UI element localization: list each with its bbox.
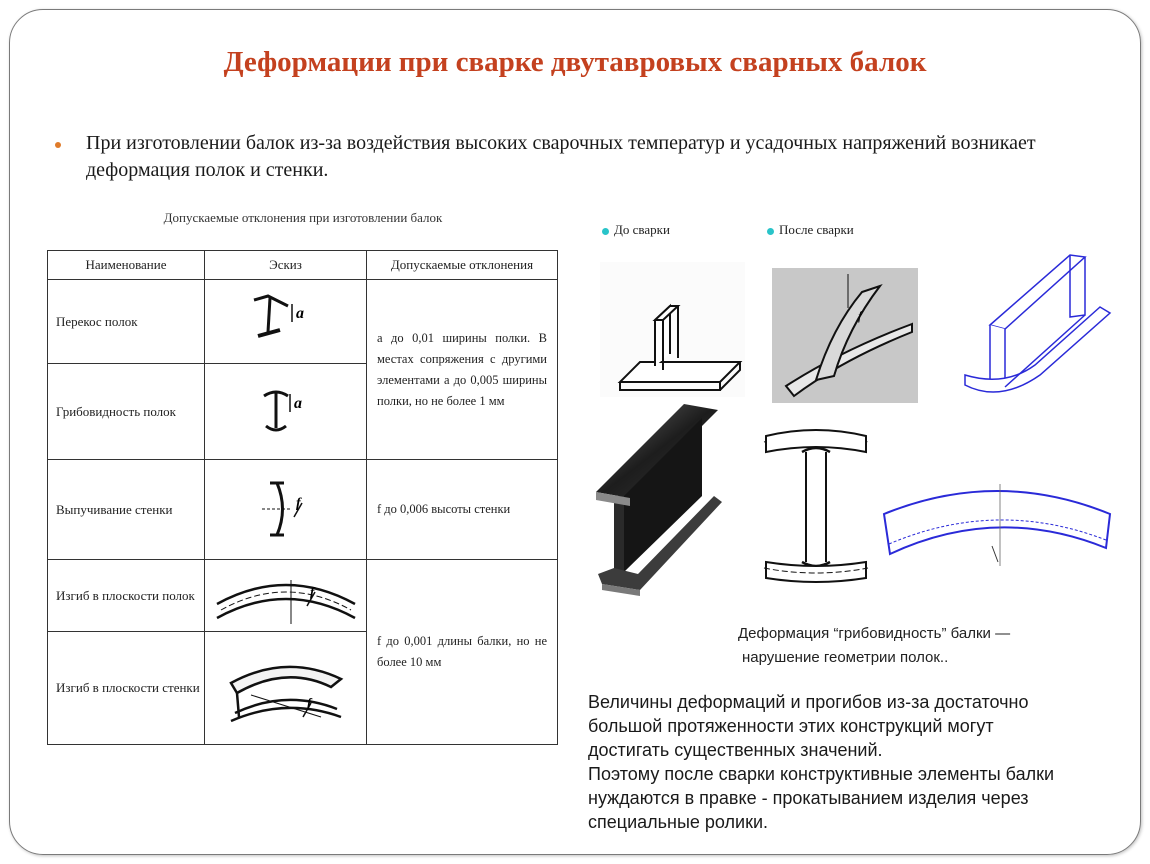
legend-after — [767, 222, 854, 238]
para-line-1: Величины деформаций и прогибов из-за достаточно — [588, 692, 1029, 712]
bent-tee-blue-drawing — [960, 245, 1120, 405]
i-beam-photo — [592, 400, 732, 600]
mushroom-section-drawing — [762, 422, 870, 590]
bullet-text: При изготовлении балок из-за воздействия высоких сварочных температур и усадочных напряжений возникает деформация полок и стенки. — [86, 132, 1036, 181]
figure-caption — [738, 622, 1098, 670]
legend-dot-icon — [602, 228, 609, 235]
caption-line-2: нарушение геометрии полок.. — [742, 649, 949, 666]
table-header-row — [48, 251, 558, 280]
row-name: Перекос полок — [48, 280, 205, 364]
deviation-table — [47, 250, 558, 745]
table-row — [48, 460, 558, 560]
t-joint-after-photo — [772, 268, 918, 403]
table-caption: Допускаемые отклонения при изготовлении балок — [163, 210, 443, 225]
svg-text:a: a — [293, 394, 302, 412]
para-line-6: специальные ролики. — [588, 812, 769, 832]
tolerance-bending: f до 0,001 длины балки, но не более 10 мм — [367, 560, 558, 745]
table-row — [48, 280, 558, 364]
header-sketch: Эскиз — [205, 251, 367, 280]
row-name: Изгиб в плоскости стенки — [48, 632, 205, 745]
svg-text:f: f — [309, 583, 314, 599]
bullet-icon — [55, 142, 61, 148]
sketch-web-bending — [205, 632, 367, 745]
sketch-web-buckling — [205, 460, 367, 560]
row-name: Выпучивание стенки — [48, 460, 205, 560]
sketch-flange-skew — [205, 280, 367, 364]
caption-line-1: Деформация “грибовидность” балки — — [738, 625, 1011, 642]
tolerance-flanges: а до 0,01 ширины полки. В местах сопряжения с другими элементами а до 0,005 ширины полки, но не более 1 мм — [367, 280, 558, 460]
legend-after-label: После сварки — [779, 222, 854, 237]
tolerance-web: f до 0,006 высоты стенки — [367, 460, 558, 560]
para-line-5: нуждаются в правке - прокатыванием изделия через — [588, 788, 1029, 808]
sketch-flange-bending — [205, 560, 367, 632]
svg-text:a: a — [295, 304, 304, 322]
para-line-4: Поэтому после сварки конструктивные элементы балки — [588, 764, 1055, 784]
svg-text:f: f — [295, 495, 301, 511]
svg-text:f: f — [306, 695, 311, 710]
row-name: Изгиб в плоскости полок — [48, 560, 205, 632]
sketch-mushroom — [205, 364, 367, 460]
slide-title: Деформации при сварке двутавровых сварных балок — [223, 46, 927, 78]
header-tolerance: Допускаемые отклонения — [367, 251, 558, 280]
bent-beam-blue-drawing — [880, 478, 1115, 570]
conclusion-paragraph — [588, 690, 1133, 834]
legend-before-label: До сварки — [614, 222, 670, 237]
row-name: Грибовидность полок — [48, 364, 205, 460]
header-name: Наименование — [48, 251, 205, 280]
svg-text:f: f — [858, 308, 862, 323]
table-row — [48, 560, 558, 632]
legend-before — [602, 222, 670, 238]
t-joint-before-drawing — [600, 262, 745, 397]
legend-dot-icon — [767, 228, 774, 235]
para-line-3: достигать существенных значений. — [588, 740, 883, 760]
para-line-2: большой протяженности этих конструкций могут — [588, 716, 994, 736]
